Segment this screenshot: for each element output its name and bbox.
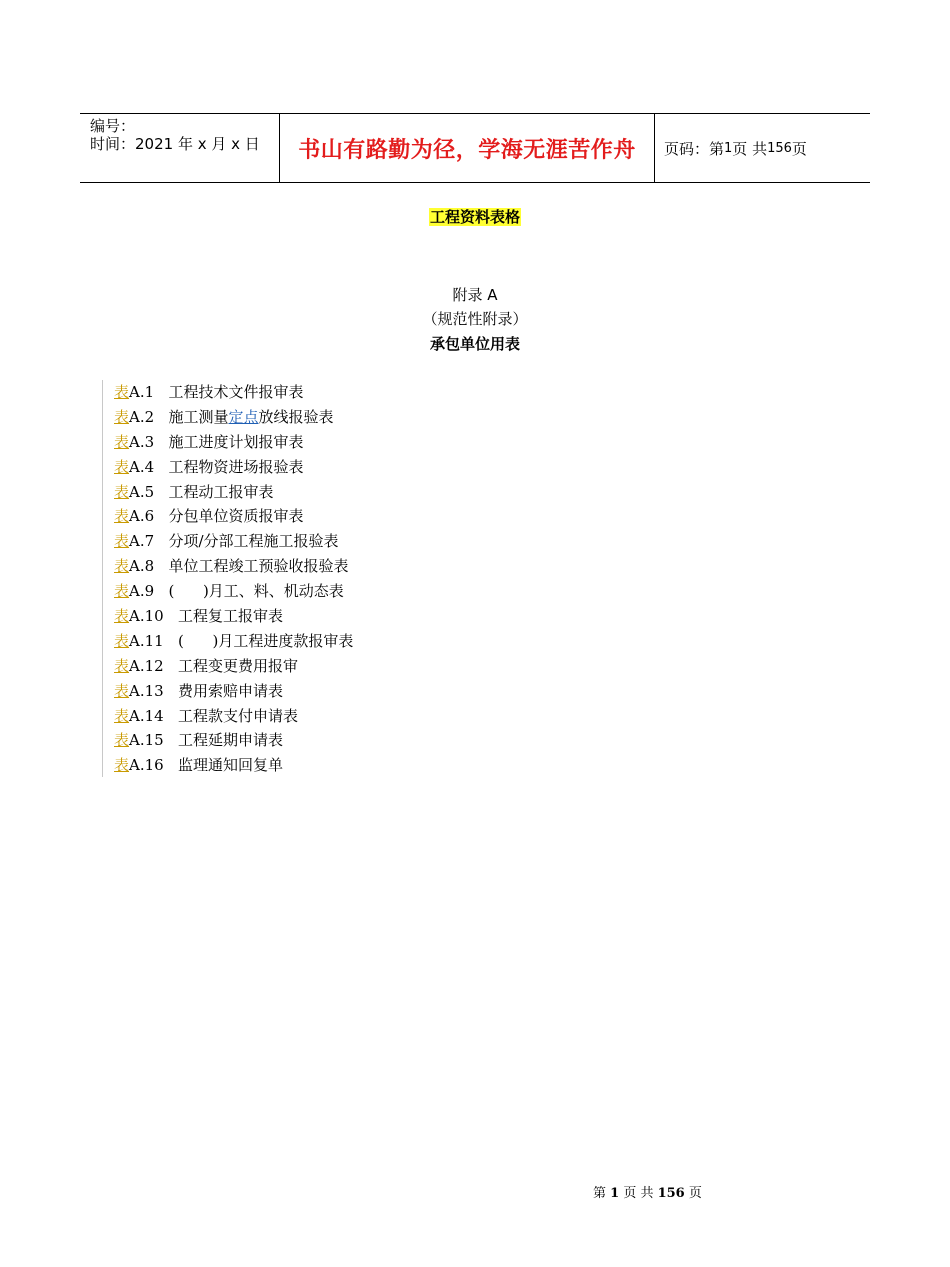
- toc-item-link[interactable]: 表: [114, 681, 130, 700]
- toc-item-text: 工程技术文件报审表: [168, 383, 304, 401]
- toc-item: [114, 480, 502, 505]
- toc-item-code: A.6: [129, 507, 155, 526]
- toc-item-code: A.12: [129, 656, 164, 675]
- toc-item: [114, 554, 502, 579]
- toc-item: [114, 405, 502, 430]
- toc-item-code: A.5: [129, 482, 155, 501]
- toc-item-text: 监理通知回复单: [178, 756, 284, 775]
- header-meta: [80, 114, 280, 182]
- toc-item-link[interactable]: 表: [114, 656, 130, 675]
- toc-item-code: A.4: [129, 457, 155, 476]
- appendix-heading: 承包单位用表: [429, 335, 520, 353]
- toc-item-text: 工程物资进场报验表: [168, 457, 304, 476]
- toc-item-link[interactable]: 表: [114, 756, 130, 775]
- document-title-text: 工程资料表格: [429, 208, 520, 226]
- toc-item-text: 施工测量: [168, 407, 229, 426]
- toc-item-link[interactable]: 表: [114, 607, 130, 626]
- page-footer: [593, 1182, 702, 1201]
- toc-item: [114, 430, 502, 455]
- toc-item-code: A.10: [129, 607, 164, 626]
- toc-item: [114, 504, 502, 529]
- toc-item-code: A.8: [129, 557, 155, 576]
- toc-item-text: 分项/分部工程施工报验表: [168, 532, 339, 551]
- page-label-prefix: 页码：第: [664, 139, 725, 158]
- footer-suffix: 页: [684, 1186, 702, 1201]
- toc-item-code: A.9: [129, 582, 155, 601]
- toc-item-code: A.1: [129, 383, 155, 401]
- header-page-info: [655, 114, 870, 182]
- toc-item-code: A.7: [129, 532, 155, 551]
- table-of-contents: [102, 380, 502, 777]
- toc-item-text: 分包单位资质报审表: [168, 507, 304, 526]
- toc-item: [114, 679, 502, 704]
- toc-item: [114, 728, 502, 753]
- page-total: 156: [767, 140, 792, 156]
- toc-item-link[interactable]: 表: [114, 407, 130, 426]
- toc-item-code: A.11: [129, 631, 164, 650]
- toc-item-text: ( )月工、料、机动态表: [168, 582, 344, 601]
- toc-item: [114, 753, 502, 778]
- page-label-mid: 页 共: [732, 139, 768, 158]
- toc-item-text: 放线报验表: [258, 407, 334, 426]
- footer-prefix: 第: [593, 1186, 611, 1201]
- toc-inline-link[interactable]: 定点: [228, 407, 259, 426]
- toc-item: [114, 529, 502, 554]
- toc-item-link[interactable]: 表: [114, 731, 130, 750]
- toc-item: [114, 654, 502, 679]
- toc-item-link[interactable]: 表: [114, 557, 130, 576]
- document-header: [80, 113, 870, 183]
- footer-current: 1: [610, 1186, 620, 1201]
- document-title: [0, 206, 950, 227]
- toc-item-link[interactable]: 表: [114, 706, 130, 725]
- toc-item-text: 费用索赔申请表: [178, 681, 284, 700]
- toc-item: [114, 455, 502, 480]
- footer-mid: 页 共: [619, 1186, 658, 1201]
- toc-item-link[interactable]: 表: [114, 383, 130, 401]
- toc-item-text: 工程延期申请表: [178, 731, 284, 750]
- toc-item: [114, 704, 502, 729]
- toc-item: [114, 629, 502, 654]
- toc-item-link[interactable]: 表: [114, 482, 130, 501]
- footer-total: 156: [657, 1186, 685, 1201]
- toc-item-text: 工程动工报审表: [168, 482, 274, 501]
- toc-item-text: 工程款支付申请表: [178, 706, 299, 725]
- toc-item-link[interactable]: 表: [114, 631, 130, 650]
- page-label-suffix: 页: [791, 139, 807, 158]
- toc-item-text: ( )月工程进度款报审表: [178, 631, 354, 650]
- toc-item-text: 工程变更费用报审: [178, 656, 299, 675]
- appendix-subtitle: （规范性附录）: [422, 310, 528, 328]
- toc-item-link[interactable]: 表: [114, 532, 130, 551]
- toc-item-text: 工程复工报审表: [178, 607, 284, 626]
- toc-item-text: 施工进度计划报审表: [168, 432, 304, 451]
- toc-item-code: A.13: [129, 681, 164, 700]
- toc-item-code: A.3: [129, 432, 155, 451]
- time-label: 时间：2021 年 x 月 x 日: [90, 135, 260, 153]
- toc-item-code: A.15: [129, 731, 164, 750]
- number-label: 编号：: [90, 117, 136, 135]
- header-motto: 书山有路勤为径，学海无涯苦作舟: [280, 114, 655, 182]
- toc-item: [114, 579, 502, 604]
- toc-item-link[interactable]: 表: [114, 507, 130, 526]
- toc-item-code: A.2: [129, 407, 155, 426]
- toc-item-code: A.16: [129, 756, 164, 775]
- toc-item-link[interactable]: 表: [114, 432, 130, 451]
- toc-item-code: A.14: [129, 706, 164, 725]
- page-current: 1: [724, 140, 733, 156]
- appendix-title: 附录 A: [452, 286, 498, 304]
- toc-item-text: 单位工程竣工预验收报验表: [168, 557, 349, 576]
- toc-item: [114, 604, 502, 629]
- toc-item-link[interactable]: 表: [114, 582, 130, 601]
- toc-item: [114, 380, 502, 405]
- toc-item-link[interactable]: 表: [114, 457, 130, 476]
